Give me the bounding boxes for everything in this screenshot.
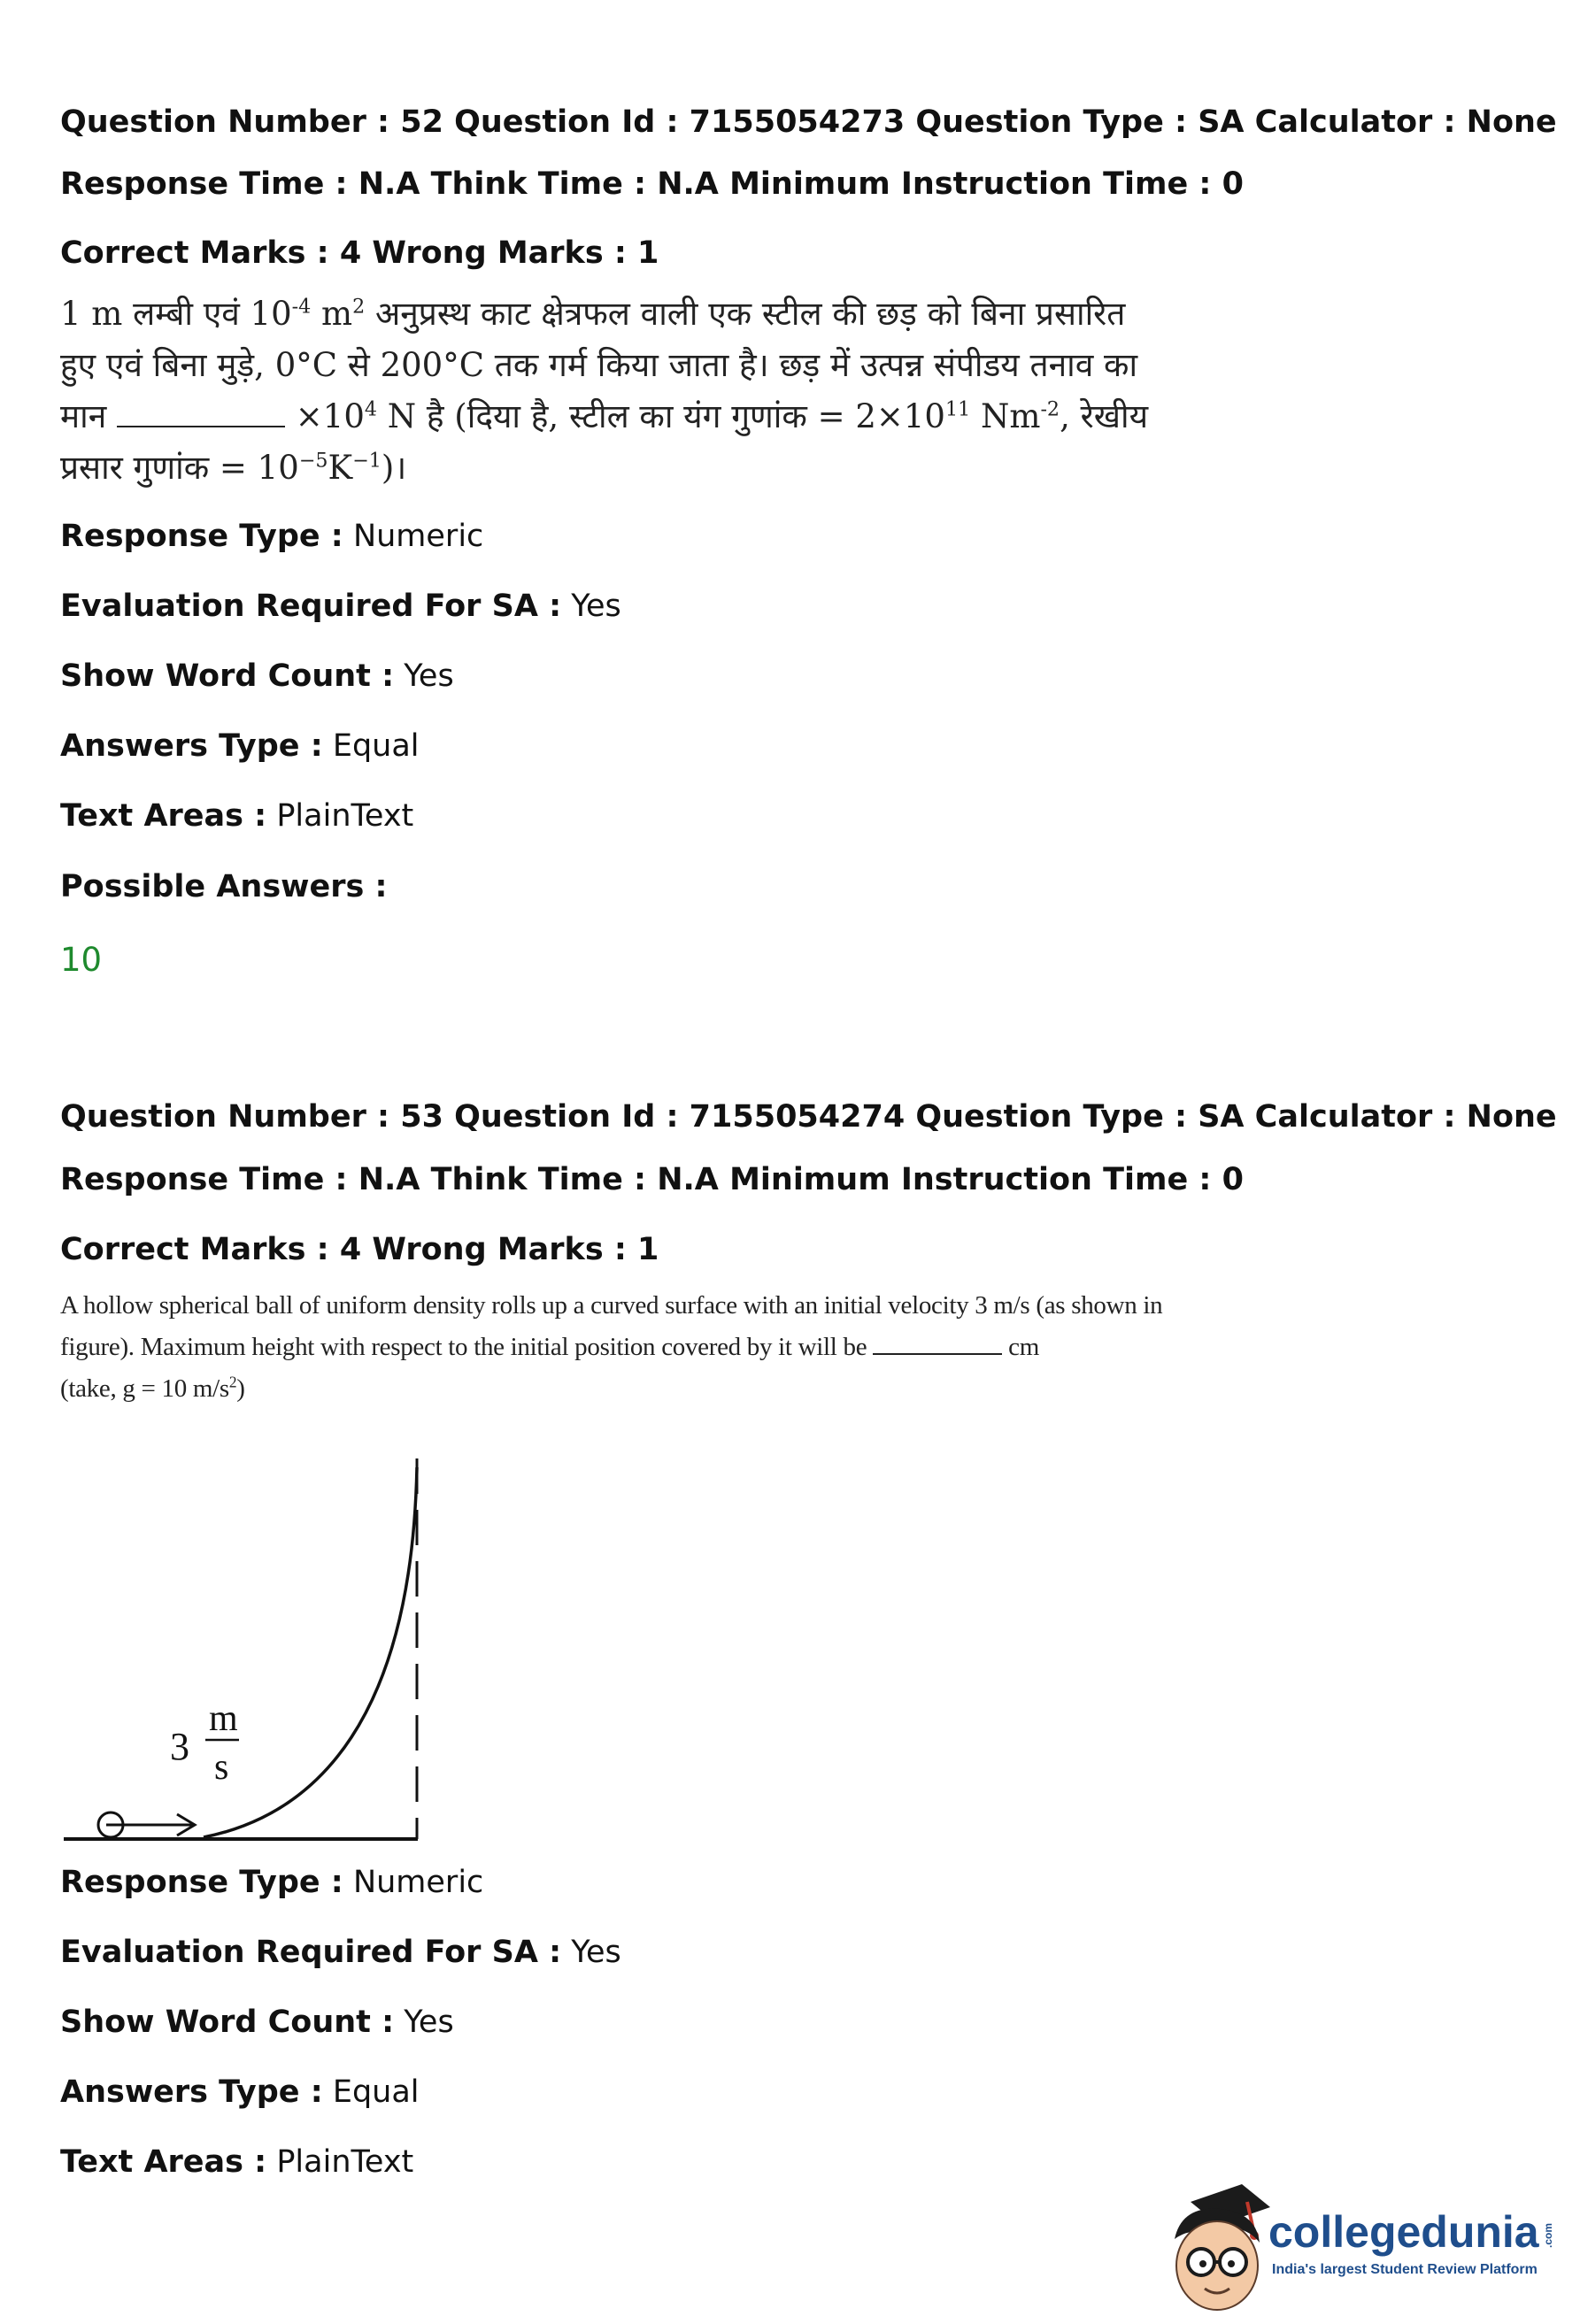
q52-answers-type: Answers Type : Equal	[60, 728, 420, 764]
q52-text-line-4: प्रसार गुणांक = $10^{-5}K^{-1})।$	[60, 449, 407, 487]
q52-question-text	[60, 289, 1237, 494]
q52-text-line-3: मान $\times 10^4$ N है (दिया है, स्टील का यंग गुणांक = $2\times 10^{11}$ $Nm^{-2}$, रेखीय	[60, 397, 1149, 435]
answer-blank	[117, 401, 285, 427]
q53-text-line-3: (take, g = 10 $m/s^2$)	[60, 1373, 245, 1403]
q53-answers-type: Answers Type : Equal	[60, 2074, 420, 2110]
q53-response-type: Response Type : Numeric	[60, 1865, 484, 1900]
logo-wordmark: collegedunia .com	[1268, 2207, 1554, 2257]
q52-possible-answers-label: Possible Answers :	[60, 869, 388, 904]
collegedunia-logo[interactable]	[1155, 2177, 1571, 2319]
q53-timing: Response Time : N.A Think Time : N.A Minimum Instruction Time : 0	[60, 1162, 1244, 1197]
answer-blank	[873, 1332, 1002, 1355]
q52-response-type: Response Type : Numeric	[60, 519, 484, 554]
velocity-unit-numerator: m	[209, 1698, 238, 1739]
q52-marks: Correct Marks : 4 Wrong Marks : 1	[60, 235, 659, 271]
velocity-value: 3	[170, 1725, 189, 1768]
curved-surface	[204, 1467, 417, 1837]
q53-text-line-1: A hollow spherical ball of uniform density rolls up a curved surface with an initial velocity 3 m/s (as shown in	[60, 1291, 1163, 1320]
logo-tagline: India's largest Student Review Platform	[1272, 2262, 1538, 2277]
q52-header: Question Number : 52 Question Id : 7155054273 Question Type : SA Calculator : None	[60, 104, 1557, 140]
q53-show-word-count: Show Word Count : Yes	[60, 2005, 454, 2040]
q53-text-line-2: figure). Maximum height with respect to the initial position covered by it will be cm	[60, 1333, 1039, 1361]
q52-evaluation-required: Evaluation Required For SA : Yes	[60, 589, 621, 624]
q52-text-line-1: 1 m लम्बी एवं $10^{-4}$ $m^2$ अनुप्रस्थ काट क्षेत्रफल वाली एक स्टील की छड़ को बिना प्रसारित	[60, 295, 1126, 333]
q52-timing: Response Time : N.A Think Time : N.A Minimum Instruction Time : 0	[60, 166, 1244, 202]
q53-marks: Correct Marks : 4 Wrong Marks : 1	[60, 1232, 659, 1267]
curved-surface-figure	[53, 1451, 443, 1850]
q52-possible-answer: 10	[60, 941, 103, 979]
q52-text-areas: Text Areas : PlainText	[60, 798, 414, 834]
q53-text-areas: Text Areas : PlainText	[60, 2144, 414, 2180]
q52-show-word-count: Show Word Count : Yes	[60, 658, 454, 694]
q53-header: Question Number : 53 Question Id : 7155054274 Question Type : SA Calculator : None	[60, 1099, 1557, 1135]
q52-text-line-2: हुए एवं बिना मुड़े, 0°C से 200°C तक गर्म किया जाता है। छड़ में उत्पन्न संपीडय तनाव का	[60, 346, 1138, 384]
velocity-unit-denominator: s	[214, 1747, 229, 1788]
mascot-icon	[1155, 2177, 1279, 2319]
q53-question-text	[60, 1285, 1229, 1410]
q53-evaluation-required: Evaluation Required For SA : Yes	[60, 1935, 621, 1970]
